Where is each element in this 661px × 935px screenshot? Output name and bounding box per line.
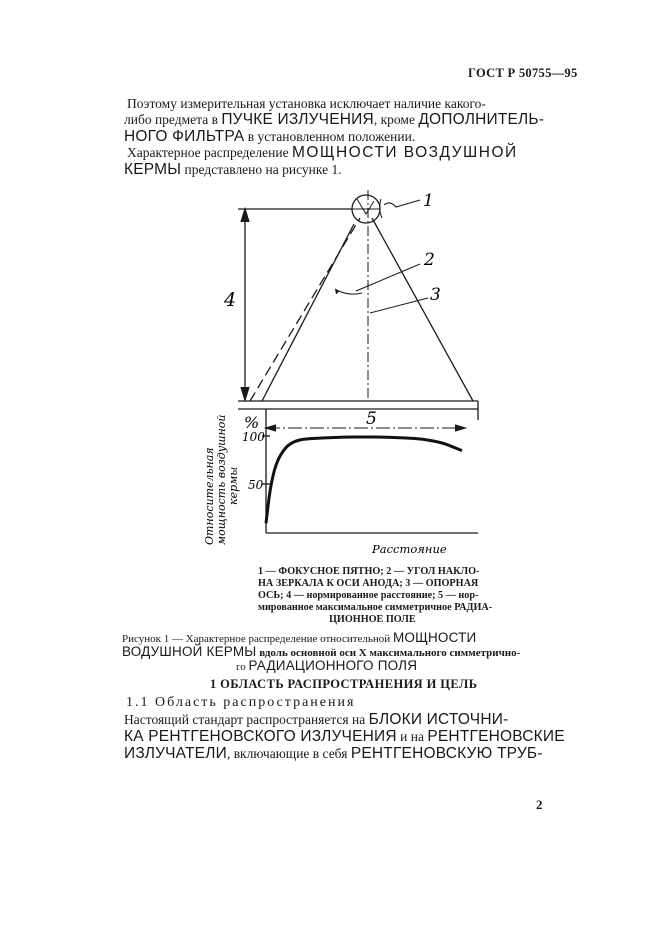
label-1: 1 <box>423 191 434 211</box>
term-beam: ПУЧКЕ ИЗЛУЧЕНИЯ <box>221 111 374 128</box>
beam-edge-dashed-left <box>250 218 360 401</box>
svg-text:Относительная: Относительная <box>203 447 216 545</box>
legend-line-4: мированное максимальное симметричное РАДИА- <box>258 602 493 613</box>
term-kerma: КЕРМЫ <box>124 161 182 178</box>
svg-text:кермы: кермы <box>227 466 240 505</box>
scope-line-2: КА РЕНТГЕНОВСКОГО ИЗЛУЧЕНИЯ и на РЕНТГЕНОВСКИЕ <box>124 728 565 745</box>
term-air-kerma-rate: МОЩНОСТИ ВОЗДУШНОЙ <box>291 144 518 161</box>
label-5: 5 <box>366 409 377 429</box>
intro-line-2: либо предмета в ПУЧКЕ ИЗЛУЧЕНИЯ, кроме ДОПОЛНИТЕЛЬ- <box>124 111 545 128</box>
beam-edge-right <box>372 218 473 401</box>
tick-100-label: 100 <box>242 430 265 444</box>
document-code: ГОСТ Р 50755—95 <box>468 66 578 80</box>
subsection-title: 1.1 Область распространения <box>126 695 356 710</box>
caption-line-1: Рисунок 1 — Характерное распределение относительной МОЩНОСТИ <box>122 630 477 645</box>
term-filter-b: ФИЛЬТРА <box>172 128 245 145</box>
legend-line-1: 1 — ФОКУСНОЕ ПЯТНО; 2 — УГОЛ НАКЛО- <box>258 566 480 577</box>
scope-line-1: Настоящий стандарт распространяется на БЛОКИ ИСТОЧНИ- <box>124 711 509 728</box>
percent-label: % <box>244 413 260 432</box>
caption-line-3: го РАДИАЦИОННОГО ПОЛЯ <box>236 658 418 673</box>
legend-line-3: ОСЬ; 4 — нормированное расстояние; 5 — нор- <box>258 590 479 601</box>
y-axis-label <box>203 415 240 545</box>
leader-1 <box>384 200 420 207</box>
intro-line-5: КЕРМЫ представлено на рисунке 1. <box>124 161 342 178</box>
label-3: 3 <box>430 285 441 305</box>
caption-line-2: ВОДУШНОЙ КЕРМЫ вдоль основной оси X максимального симметрично- <box>122 644 521 659</box>
tick-50-label: 50 <box>248 478 264 492</box>
legend-line-5: ЦИОННОЕ ПОЛЕ <box>329 614 416 625</box>
intro-line-3: НОГО ФИЛЬТРА в установленном положении. <box>124 128 416 145</box>
anode-angle-arc <box>339 291 362 294</box>
intro-line-4: Характерное распределение МОЩНОСТИ ВОЗДУШНОЙ <box>127 144 518 161</box>
label-2: 2 <box>424 250 435 270</box>
intro-line-1: Поэтому измерительная установка исключает наличие какого- <box>127 96 486 111</box>
section-title: 1 ОБЛАСТЬ РАСПРОСТРАНЕНИЯ И ЦЕЛЬ <box>210 677 478 691</box>
scope-line-3: ИЗЛУЧАТЕЛИ, включающие в себя РЕНТГЕНОВСКУЮ ТРУБ- <box>124 745 543 762</box>
legend-line-2: НА ЗЕРКАЛА К ОСИ АНОДА; 3 — ОПОРНАЯ <box>258 578 479 589</box>
svg-text:мощность воздушной: мощность воздушной <box>215 414 228 545</box>
x-axis-label: Расстояние <box>372 542 447 556</box>
beam-edge-solid-left <box>262 224 354 401</box>
distribution-curve <box>266 437 462 523</box>
term-filter-a: ДОПОЛНИТЕЛЬ- <box>418 111 545 128</box>
leader-3 <box>370 298 428 313</box>
page-number: 2 <box>536 797 543 812</box>
label-4: 4 <box>224 289 237 311</box>
